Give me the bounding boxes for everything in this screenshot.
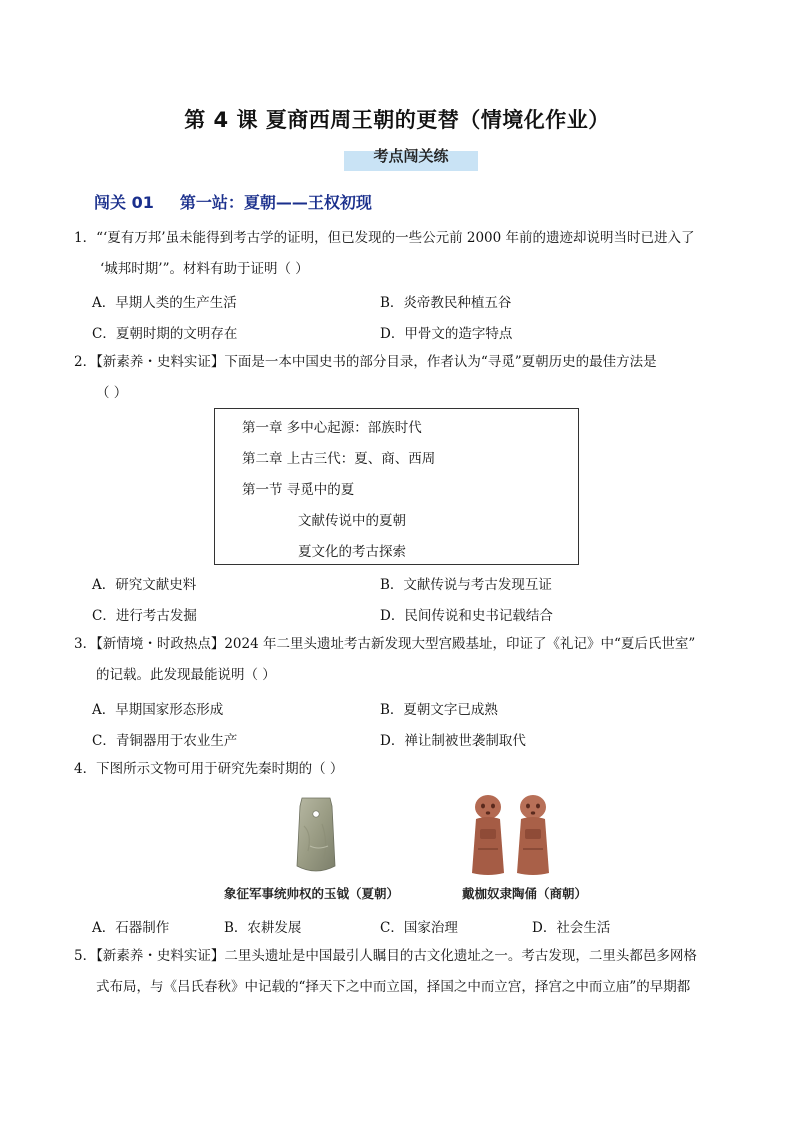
section-name: 第一站：夏朝——王权初现 bbox=[179, 193, 372, 212]
question-3-line-2: 的记载。此发现最能说明（ ） bbox=[96, 667, 276, 683]
question-2-line-1: 2．【新素养・史料实证】下面是一本中国史书的部分目录，作者认为“寻觅”夏朝历史的最佳方法是 bbox=[74, 354, 657, 370]
toc-item-3: 第一节 寻觅中的夏 bbox=[242, 482, 355, 498]
question-4-option-c: C．国家治理 bbox=[380, 920, 458, 936]
toc-item-5: 夏文化的考古探索 bbox=[298, 544, 406, 560]
question-5-line-1: 5．【新素养・史料实证】二里头遗址是中国最引人瞩目的古文化遗址之一。考古发现，二里头都邑多网格 bbox=[74, 948, 697, 964]
question-1-line-1: 1．“‘夏有万邦’虽未能得到考古学的证明，但已发现的一些公元前 2000 年前的遗迹却说明当时已进入了 bbox=[74, 230, 695, 246]
section-heading bbox=[94, 190, 372, 213]
question-1-option-d: D．甲骨文的造字特点 bbox=[380, 326, 513, 342]
question-2-option-d: D．民间传说和史书记载结合 bbox=[380, 608, 553, 624]
question-4-option-d: D．社会生活 bbox=[532, 920, 611, 936]
question-1-option-c: C．夏朝时期的文明存在 bbox=[92, 326, 238, 342]
question-1-line-2: ‘城邦时期’”。材料有助于证明（ ） bbox=[100, 261, 309, 277]
page-title: 第 4 课 夏商西周王朝的更替（情境化作业） bbox=[184, 108, 610, 132]
question-2-option-c: C．进行考古发掘 bbox=[92, 608, 197, 624]
question-3-option-a: A．早期国家形态形成 bbox=[92, 702, 224, 718]
toc-item-2: 第二章 上古三代：夏、商、西周 bbox=[242, 451, 436, 467]
question-3-line-1: 3．【新情境・时政热点】2024 年二里头遗址考古新发现大型宫殿基址，印证了《礼记》中“夏后氏世室” bbox=[74, 636, 696, 652]
jade-yue-image bbox=[288, 796, 344, 876]
caption-jade-yue: 象征军事统帅权的玉钺（夏朝） bbox=[224, 886, 400, 901]
question-5-line-2: 式布局，与《吕氏春秋》中记载的“择天下之中而立国，择国之中而立宫，择宫之中而立庙”的早期都 bbox=[96, 979, 691, 995]
question-4-line-1: 4．下图所示文物可用于研究先秦时期的（ ） bbox=[74, 761, 344, 777]
question-4-option-a: A．石器制作 bbox=[92, 920, 170, 936]
question-3-option-b: B．夏朝文字已成熟 bbox=[380, 702, 498, 718]
toc-item-4: 文献传说中的夏朝 bbox=[298, 513, 406, 529]
question-1-option-a: A．早期人类的生产生活 bbox=[92, 295, 237, 311]
question-3-option-d: D．禅让制被世袭制取代 bbox=[380, 733, 526, 749]
question-1-option-b: B．炎帝教民种植五谷 bbox=[380, 295, 512, 311]
toc-item-1: 第一章 多中心起源：部族时代 bbox=[242, 420, 422, 436]
pottery-figurines-image bbox=[466, 793, 556, 877]
question-3-option-c: C．青铜器用于农业生产 bbox=[92, 733, 238, 749]
question-2-line-2: （ ） bbox=[96, 385, 128, 401]
page-subtitle: 考点闯关练 bbox=[373, 147, 449, 165]
question-4-option-b: B．农耕发展 bbox=[224, 920, 302, 936]
question-2-option-a: A．研究文献史料 bbox=[92, 577, 197, 593]
section-number: 闯关 01 bbox=[94, 193, 154, 212]
question-2-option-b: B．文献传说与考古发现互证 bbox=[380, 577, 552, 593]
caption-pottery-figurines: 戴枷奴隶陶俑（商朝） bbox=[462, 886, 588, 901]
